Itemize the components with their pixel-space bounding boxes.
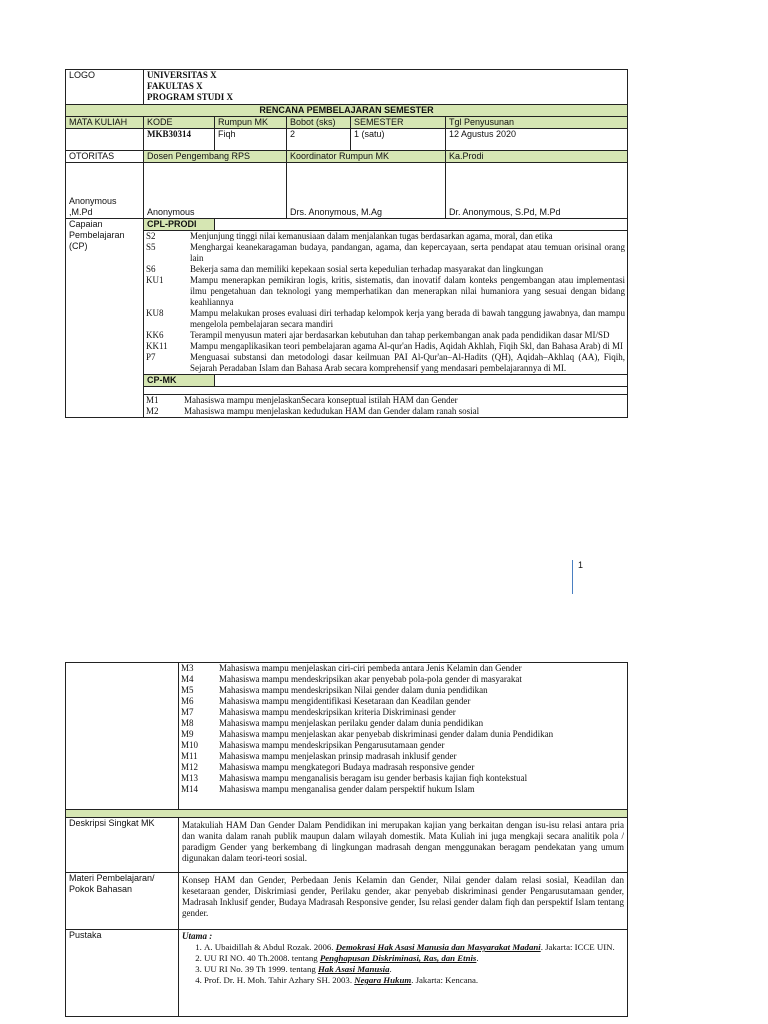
cpmk-item-code: M9 bbox=[181, 729, 194, 739]
cpmk-item-text: Mahasiswa mampu mendeskripsikan Pengarusutamaan gender bbox=[219, 740, 445, 750]
tgl-value: 12 Agustus 2020 bbox=[446, 129, 628, 151]
kode-header: KODE bbox=[144, 117, 215, 129]
cpmk-item-text: Mahasiswa mampu menjelaskan kedudukan HAM dan Gender dalam ranah sosial bbox=[184, 406, 480, 416]
cpmk-item-row bbox=[179, 751, 627, 762]
otoritas-name: Anonymous ,M.Pd bbox=[66, 163, 144, 219]
institution-cell bbox=[144, 70, 628, 105]
page-2 bbox=[0, 560, 768, 1024]
cpmk-item-code: M10 bbox=[181, 740, 199, 750]
pustaka-item-author: UU RI NO. 40 Th.2008. tentang bbox=[204, 953, 320, 963]
cpmk-item-code: M8 bbox=[181, 718, 194, 728]
cpl-item-code: KK11 bbox=[146, 341, 168, 351]
pustaka-item-publisher: . bbox=[476, 953, 479, 963]
cpmk-item-text: Mahasiswa mampu menjelaskan ciri-ciri pembeda antara Jenis Kelamin dan Gender bbox=[219, 663, 522, 673]
cpmk-item-code: M3 bbox=[181, 663, 194, 673]
cpl-prodi-list bbox=[144, 231, 627, 374]
cpl-item-row bbox=[144, 275, 627, 308]
cpmk-item-text: Mahasiswa mampu menganalisa gender dalam perspektif hukum Islam bbox=[219, 784, 475, 794]
pustaka-item-title: Penghapusan Diskriminasi, Ras, dan Etnis bbox=[319, 953, 477, 963]
cpmk-item-row bbox=[179, 674, 627, 685]
cpl-prodi-list-cell bbox=[144, 231, 628, 375]
cpmk-item-row bbox=[179, 696, 627, 707]
cpl-item-row bbox=[144, 330, 627, 341]
cpmk-item-code: M1 bbox=[146, 395, 159, 405]
cpmk-item-row bbox=[179, 685, 627, 696]
cpmk-item-row bbox=[179, 718, 627, 729]
rumpun-header: Rumpun MK bbox=[215, 117, 287, 129]
cpmk-item-row bbox=[179, 784, 627, 795]
cpl-item-row bbox=[144, 308, 627, 330]
cpl-item-code: S2 bbox=[146, 231, 156, 241]
materi-text: Konsep HAM dan Gender, Perbedaan Jenis Kelamin dan Gender, Nilai gender dalam relasi sosial, Keadilan dan kesetaraan gender, Diskrimiasi gender, Perilaku gender, akar penyebab diskriminasi gender Pengarusutamaan gender, Madrasah Inklusif gender, Budaya Madrasah Responsive gender, Isu relasi gender dalam fiqh dan perspektif Islam tentang gender. bbox=[179, 873, 628, 930]
cpmk-item-row bbox=[144, 406, 627, 417]
koordinator-name: Drs. Anonymous, M.Ag bbox=[287, 163, 446, 219]
cpmk-item-text: Mahasiswa mampu mendeskripsikan akar penyebab pola-pola gender di masyarakat bbox=[219, 674, 522, 684]
cpmk-item-text: Mahasiswa mampu menjelaskan perilaku gender dalam dunia pendidikan bbox=[219, 718, 484, 728]
section-separator bbox=[66, 810, 628, 818]
cpl-item-text: Menjunjung tinggi nilai kemanusiaan dalam menjalankan tugas berdasarkan agama, moral, dan etika bbox=[190, 231, 553, 241]
pustaka-item-author: Prof. Dr. H. Moh. Tahir Azhary SH. 2003. bbox=[204, 975, 355, 985]
pustaka-item-publisher: . bbox=[389, 964, 392, 974]
cpl-item-text: Menghargai keanekaragaman budaya, pandangan, agama, dan kepercayaan, serta pendapat atau temuan orisinal orang lain bbox=[190, 242, 626, 263]
bobot-header: Bobot (sks) bbox=[287, 117, 351, 129]
deskripsi-label: Deskripsi Singkat MK bbox=[66, 818, 179, 873]
cpmk-item-text: Mahasiswa mampu menjelaskan akar penyebab diskriminasi gender dalam dunia Pendidikan bbox=[219, 729, 554, 739]
cpmk-list-p2 bbox=[179, 663, 627, 795]
rumpun-value: Fiqh bbox=[215, 129, 287, 151]
rps-table-page-1 bbox=[65, 69, 628, 418]
cpmk-spacer bbox=[215, 375, 628, 387]
pustaka-item-title: Demokrasi Hak Asasi Manusia dan Masyarakat Madani bbox=[335, 942, 541, 952]
pustaka-item-publisher: . Jakarta: Kencana. bbox=[411, 975, 479, 985]
cpl-item-row bbox=[144, 264, 627, 275]
pustaka-cell bbox=[179, 930, 628, 1017]
cpmk-item-row bbox=[179, 663, 627, 674]
pustaka-item bbox=[204, 975, 624, 986]
pustaka-list bbox=[182, 942, 624, 986]
cpmk-item-row bbox=[179, 707, 627, 718]
cpmk-item-code: M12 bbox=[181, 762, 199, 772]
cpl-item-code: P7 bbox=[146, 352, 156, 362]
cpl-item-code: KU8 bbox=[146, 308, 164, 318]
cpl-item-code: KU1 bbox=[146, 275, 164, 285]
cpl-prodi-spacer bbox=[215, 219, 628, 231]
dosen-header: Dosen Pengembang RPS bbox=[144, 151, 287, 163]
cpmk-item-code: M2 bbox=[146, 406, 159, 416]
cpl-item-text: Menguasai substansi dan metodologi dasar keilmuan PAI Al-Qur'an–Al-Hadits (QH), Aqidah–Akhlaq (AA), Fiqih, Sejarah Peradaban Islam dan Bahasa Arab secara komprehensif yang mendasari pembelajarannya di MI. bbox=[190, 352, 626, 373]
otoritas-label: OTORITAS bbox=[66, 151, 144, 163]
semester-value: 1 (satu) bbox=[351, 129, 446, 151]
page-number: 1 bbox=[578, 560, 584, 570]
cp-label-continued bbox=[66, 663, 179, 810]
pustaka-item bbox=[204, 942, 624, 953]
cpl-item-code: S6 bbox=[146, 264, 156, 274]
program-name: PROGRAM STUDI X bbox=[147, 92, 234, 102]
cpmk-item-code: M14 bbox=[181, 784, 199, 794]
pustaka-utama-heading: Utama : bbox=[182, 931, 213, 941]
cpmk-title: CP-MK bbox=[144, 375, 215, 387]
pustaka-item-title: Negara Hukum bbox=[354, 975, 412, 985]
kode-value: MKB30314 bbox=[144, 129, 215, 151]
cpmk-item-text: Mahasiswa mampu mendeskripsikan kriteria Diskriminasi gender bbox=[219, 707, 456, 717]
cpl-item-row bbox=[144, 242, 627, 264]
cpl-item-text: Mampu melakukan proses evaluasi diri terhadap kelompok kerja yang berada di bawah tanggung jawabnya, dan mampu mengelola pembelajaran secara mandiri bbox=[190, 308, 626, 329]
cpl-prodi-title: CPL-PRODI bbox=[144, 219, 215, 231]
cpl-item-text: Mampu menerapkan pemikiran logis, kritis, sistematis, dan inovatif dalam konteks pengembangan atau implementasi ilmu pengetahuan dan teknologi yang memperhatikan dan menerapkan nilai humaniora yang sesuai dengan bidang keahliannya bbox=[190, 275, 626, 307]
cpl-item-code: S5 bbox=[146, 242, 156, 252]
cpl-item-row bbox=[144, 231, 627, 242]
cpmk-item-row bbox=[179, 729, 627, 740]
pustaka-item-publisher: . Jakarta: ICCE UIN. bbox=[540, 942, 615, 952]
cpmk-list-cell-p1 bbox=[144, 395, 628, 418]
cpmk-item-code: M13 bbox=[181, 773, 199, 783]
cpmk-item-text: Mahasiswa mampu menganalisis beragam isu gender berbasis kajian fiqh kontekstual bbox=[219, 773, 528, 783]
pustaka-item-author: A. Ubaidillah & Abdul Rozak. 2006. bbox=[204, 942, 336, 952]
cpmk-item-row bbox=[179, 740, 627, 751]
pustaka-item bbox=[204, 953, 624, 964]
materi-label: Materi Pembelajaran/ Pokok Bahasan bbox=[66, 873, 179, 930]
pustaka-item-author: UU RI No. 39 Th 1999. tentang bbox=[204, 964, 318, 974]
cpmk-list-cell-p2 bbox=[179, 663, 628, 810]
semester-header: SEMESTER bbox=[351, 117, 446, 129]
pustaka-item-title: Hak Asasi Manusia bbox=[317, 964, 390, 974]
cpmk-item-text: Mahasiswa mampu mendeskripsikan Nilai gender dalam dunia pendidikan bbox=[219, 685, 488, 695]
faculty-name: FAKULTAS X bbox=[147, 81, 203, 91]
cpmk-item-row bbox=[144, 395, 627, 406]
cpmk-item-text: Mahasiswa mampu menjelaskan prinsip madrasah inklusif gender bbox=[219, 751, 457, 761]
cpl-item-text: Mampu mengaplikasikan teori pembelajaran agama Al-qur'an Hadis, Aqidah Akhlah, Fiqih Skl, dan Bahasa Arab) di MI bbox=[190, 341, 624, 351]
cpmk-item-row bbox=[179, 773, 627, 784]
cpmk-item-code: M7 bbox=[181, 707, 194, 717]
document-title: RENCANA PEMBELAJARAN SEMESTER bbox=[66, 105, 628, 117]
cpl-item-row bbox=[144, 341, 627, 352]
cpl-item-code: KK6 bbox=[146, 330, 164, 340]
logo-label: LOGO bbox=[69, 70, 96, 80]
cpmk-item-row bbox=[179, 762, 627, 773]
cpmk-item-code: M11 bbox=[181, 751, 198, 761]
deskripsi-text: Matakuliah HAM Dan Gender Dalam Pendidikan ini merupakan kajian yang berkaitan dengan isu-isu relasi antara pria dan wanita dalam ranah publik maupun dalam wilayah domestik. Mata Kuliah ini juga mengkaji secara analitik pola / paradigm Gender yang berkembang di lingkungan madrasah dengan menggunakan beragam pendekatan yang umum digunakan dalam teori-teori sosial. bbox=[179, 818, 628, 873]
logo-cell bbox=[66, 70, 144, 105]
cpmk-list-p1 bbox=[144, 395, 627, 417]
rps-table-page-2 bbox=[65, 662, 628, 1017]
cpmk-item-code: M4 bbox=[181, 674, 194, 684]
cpmk-item-text: Mahasiswa mampu menjelaskanSecara konseptual istilah HAM dan Gender bbox=[184, 395, 458, 405]
cpl-item-text: Terampil menyusun materi ajar berdasarkan kebutuhan dan tahap perkembangan anak pada pendidikan dasar MI/SD bbox=[190, 330, 610, 340]
cpl-item-text: Bekerja sama dan memiliki kepekaan sosial serta kepedulian terhadap masyarakat dan lingkungan bbox=[190, 264, 544, 274]
dosen-name: Anonymous bbox=[144, 163, 287, 219]
cpmk-item-text: Mahasiswa mampu mengidentifikasi Kesetaraan dan Keadilan gender bbox=[219, 696, 471, 706]
cpmk-item-code: M6 bbox=[181, 696, 194, 706]
kaprodi-name: Dr. Anonymous, S.Pd, M.Pd bbox=[446, 163, 628, 219]
cpmk-gap bbox=[144, 387, 628, 395]
pustaka-item bbox=[204, 964, 624, 975]
cpmk-item-code: M5 bbox=[181, 685, 194, 695]
kaprodi-header: Ka.Prodi bbox=[446, 151, 628, 163]
cpl-item-row bbox=[144, 352, 627, 374]
cp-label: Capaian Pembelajaran (CP) bbox=[66, 219, 144, 418]
pustaka-label: Pustaka bbox=[66, 930, 179, 1017]
bobot-value: 2 bbox=[287, 129, 351, 151]
cpmk-item-text: Mahasiswa mampu mengkategori Budaya madrasah responsive gender bbox=[219, 762, 475, 772]
mata-kuliah-value bbox=[66, 129, 144, 151]
tgl-header: Tgl Penyusunan bbox=[446, 117, 628, 129]
mata-kuliah-header: MATA KULIAH bbox=[66, 117, 144, 129]
university-name: UNIVERSITAS X bbox=[147, 70, 217, 80]
koordinator-header: Koordinator Rumpun MK bbox=[287, 151, 446, 163]
